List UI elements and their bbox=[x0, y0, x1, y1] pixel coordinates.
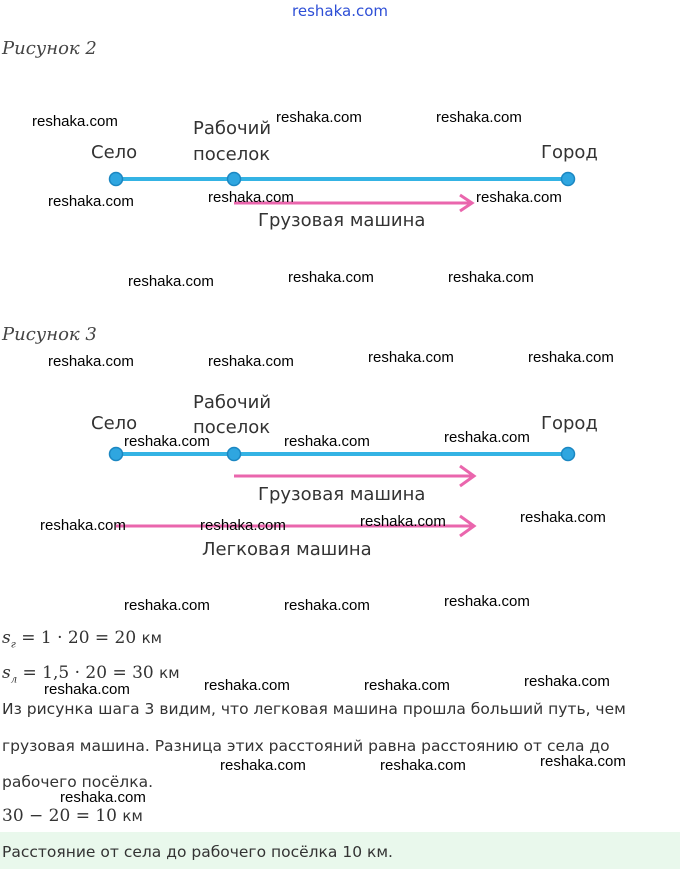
answer-text: Расстояние от села до рабочего посёлка 10 км. bbox=[2, 843, 393, 861]
village-node bbox=[110, 448, 123, 461]
settlement-label-line2: поселок bbox=[193, 417, 271, 438]
watermark: reshaka.com bbox=[204, 677, 290, 694]
figure-2-caption: Рисунок 2 bbox=[2, 38, 97, 59]
city-label: Город bbox=[541, 142, 598, 163]
watermark: reshaka.com bbox=[444, 429, 530, 446]
watermark: reshaka.com bbox=[200, 517, 286, 534]
settlement-label-line1: Рабочий bbox=[193, 392, 272, 413]
car-label: Легковая машина bbox=[202, 539, 372, 560]
city-node bbox=[562, 173, 575, 186]
figure-3-diagram bbox=[0, 392, 680, 565]
watermark: reshaka.com bbox=[128, 273, 214, 290]
truck-distance-formula: $s_г = 1 \cdot 20 = 20$ км bbox=[2, 628, 162, 651]
city-label: Город bbox=[541, 413, 598, 434]
watermark: reshaka.com bbox=[124, 433, 210, 450]
watermark: reshaka.com bbox=[44, 681, 130, 698]
settlement-label-line1: Рабочий bbox=[193, 118, 272, 139]
watermark: reshaka.com bbox=[220, 757, 306, 774]
watermark: reshaka.com bbox=[124, 597, 210, 614]
explanation-line-3: рабочего посёлка. bbox=[2, 773, 153, 791]
watermark: reshaka.com bbox=[364, 677, 450, 694]
watermark: reshaka.com bbox=[208, 353, 294, 370]
watermark: reshaka.com bbox=[48, 193, 134, 210]
city-node bbox=[562, 448, 575, 461]
watermark: reshaka.com bbox=[48, 353, 134, 370]
explanation-line-2: грузовая машина. Разница этих расстояний равна расстоянию от села до bbox=[2, 737, 610, 755]
difference-formula: 30 − 20 = 10 км bbox=[2, 806, 143, 826]
watermark: reshaka.com bbox=[32, 113, 118, 130]
watermark: reshaka.com bbox=[524, 673, 610, 690]
car-distance-formula: $s_л = 1,5 \cdot 20 = 30$ км bbox=[2, 663, 180, 686]
watermark: reshaka.com bbox=[380, 757, 466, 774]
truck-label: Грузовая машина bbox=[258, 484, 426, 505]
village-label: Село bbox=[91, 142, 138, 163]
watermark: reshaka.com bbox=[476, 189, 562, 206]
village-node bbox=[110, 173, 123, 186]
truck-label: Грузовая машина bbox=[258, 210, 426, 231]
site-link[interactable]: reshaka.com bbox=[292, 2, 388, 20]
watermark: reshaka.com bbox=[276, 109, 362, 126]
watermark: reshaka.com bbox=[368, 349, 454, 366]
figure-3-caption: Рисунок 3 bbox=[2, 324, 97, 345]
settlement-node bbox=[228, 173, 241, 186]
watermark: reshaka.com bbox=[40, 517, 126, 534]
settlement-label-line2: поселок bbox=[193, 144, 271, 165]
watermark: reshaka.com bbox=[436, 109, 522, 126]
watermark: reshaka.com bbox=[208, 189, 294, 206]
village-label: Село bbox=[91, 413, 138, 434]
watermark: reshaka.com bbox=[284, 433, 370, 450]
watermark: reshaka.com bbox=[540, 753, 626, 770]
watermark: reshaka.com bbox=[520, 509, 606, 526]
watermark: reshaka.com bbox=[448, 269, 534, 286]
watermark: reshaka.com bbox=[528, 349, 614, 366]
explanation-line-1: Из рисунка шага 3 видим, что легковая машина прошла больший путь, чем bbox=[2, 700, 626, 718]
watermark: reshaka.com bbox=[288, 269, 374, 286]
watermark: reshaka.com bbox=[360, 513, 446, 530]
watermark: reshaka.com bbox=[60, 789, 146, 806]
watermark: reshaka.com bbox=[284, 597, 370, 614]
settlement-node bbox=[228, 448, 241, 461]
watermark: reshaka.com bbox=[444, 593, 530, 610]
